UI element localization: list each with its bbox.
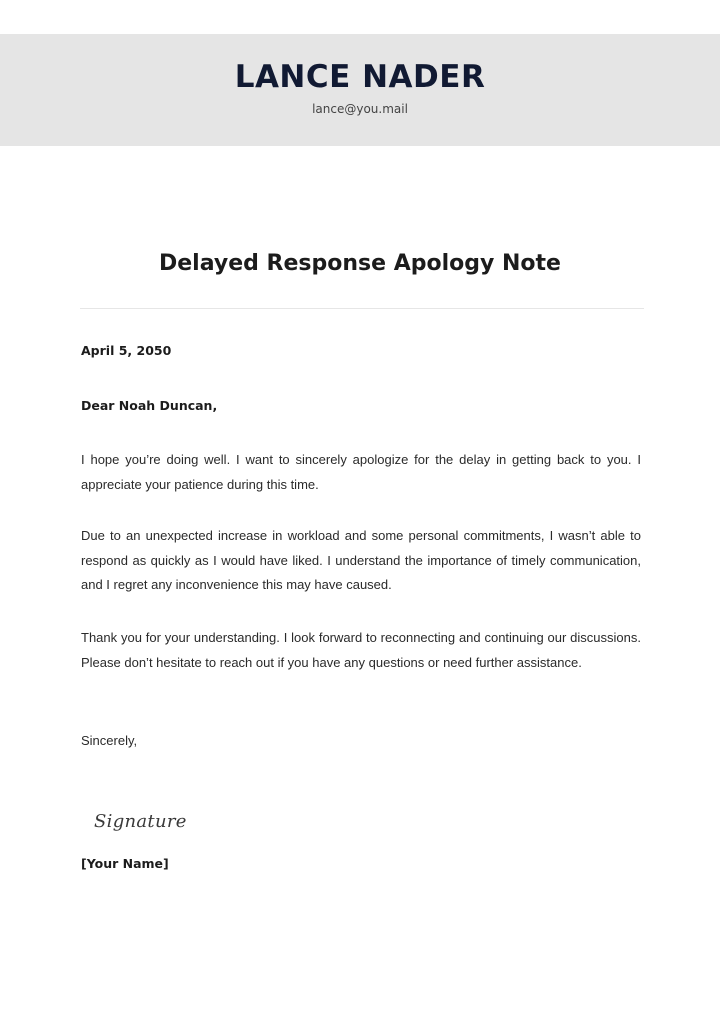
title-divider xyxy=(80,308,644,309)
salutation: Dear Noah Duncan, xyxy=(81,398,218,413)
body-paragraph-2: Due to an unexpected increase in workload and some personal commitments, I wasn’t able to respond as quickly as I would have liked. I understand the importance of timely communication, and I regret any inconvenience this may have caused. xyxy=(81,528,641,592)
signature: Signature xyxy=(94,811,187,832)
sender-name: LANCE NADER xyxy=(234,59,486,95)
closing: Sincerely, xyxy=(81,733,138,748)
letter-date: April 5, 2050 xyxy=(81,343,172,358)
sender-email: lance@you.mail xyxy=(312,102,408,116)
body-paragraph-3: Thank you for your understanding. I look forward to reconnecting and continuing our discussions. Please don’t hesitate to reach out if you have any questions or need further assistance. xyxy=(81,630,641,670)
signer-name: [Your Name] xyxy=(81,856,169,871)
document-title: Delayed Response Apology Note xyxy=(159,251,561,276)
body-paragraph-1: I hope you’re doing well. I want to sincerely apologize for the delay in getting back to you. I appreciate your patience during this time. xyxy=(81,452,641,492)
